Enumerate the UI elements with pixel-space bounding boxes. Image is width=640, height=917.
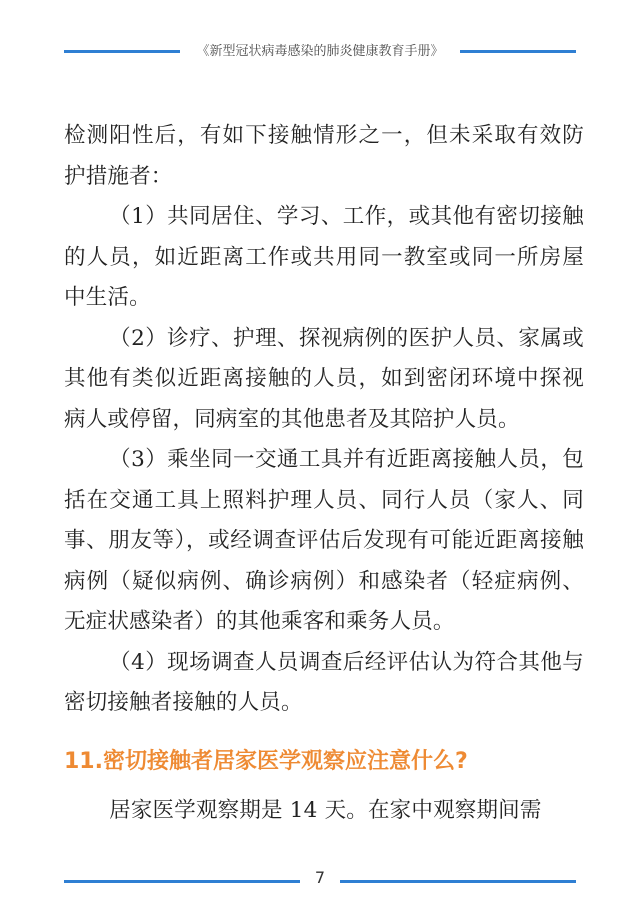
section-paragraph: 居家医学观察期是 14 天。在家中观察期间需 <box>109 797 542 823</box>
footer-rule-right <box>340 880 576 883</box>
header-rule-left <box>64 50 180 53</box>
header-rule-right <box>460 50 576 53</box>
item-4-paragraph: （4）现场调查人员调查后经评估认为符合其他与密切接触者接触的人员。 <box>64 649 584 715</box>
intro-paragraph: 检测阳性后，有如下接触情形之一，但未采取有效防护措施者： <box>64 123 584 189</box>
item-3-paragraph: （3）乘坐同一交通工具并有近距离接触人员，包括在交通工具上照料护理人员、同行人员（家人、同事、朋友等），或经调查评估后发现有可能近距离接触病例（疑似病例、确诊病例）和感染者（轻症病例、无症状感染者）的其他乘客和乘务人员。 <box>64 447 584 634</box>
page-footer <box>0 866 640 896</box>
page-header <box>0 34 640 68</box>
running-header-title: 《新型冠状病毒感染的肺炎健康教育手册》 <box>196 44 444 59</box>
section-heading: 11.密切接触者居家医学观察应注意什么? <box>64 748 468 774</box>
page-number: 7 <box>314 868 326 887</box>
item-1-paragraph: （1）共同居住、学习、工作，或其他有密切接触的人员，如近距离工作或共用同一教室或同一所房屋中生活。 <box>64 204 584 310</box>
page-body <box>64 116 584 831</box>
footer-rule-left <box>64 880 300 883</box>
item-2-paragraph: （2）诊疗、护理、探视病例的医护人员、家属或其他有类似近距离接触的人员，如到密闭环境中探视病人或停留，同病室的其他患者及其陪护人员。 <box>64 325 584 432</box>
